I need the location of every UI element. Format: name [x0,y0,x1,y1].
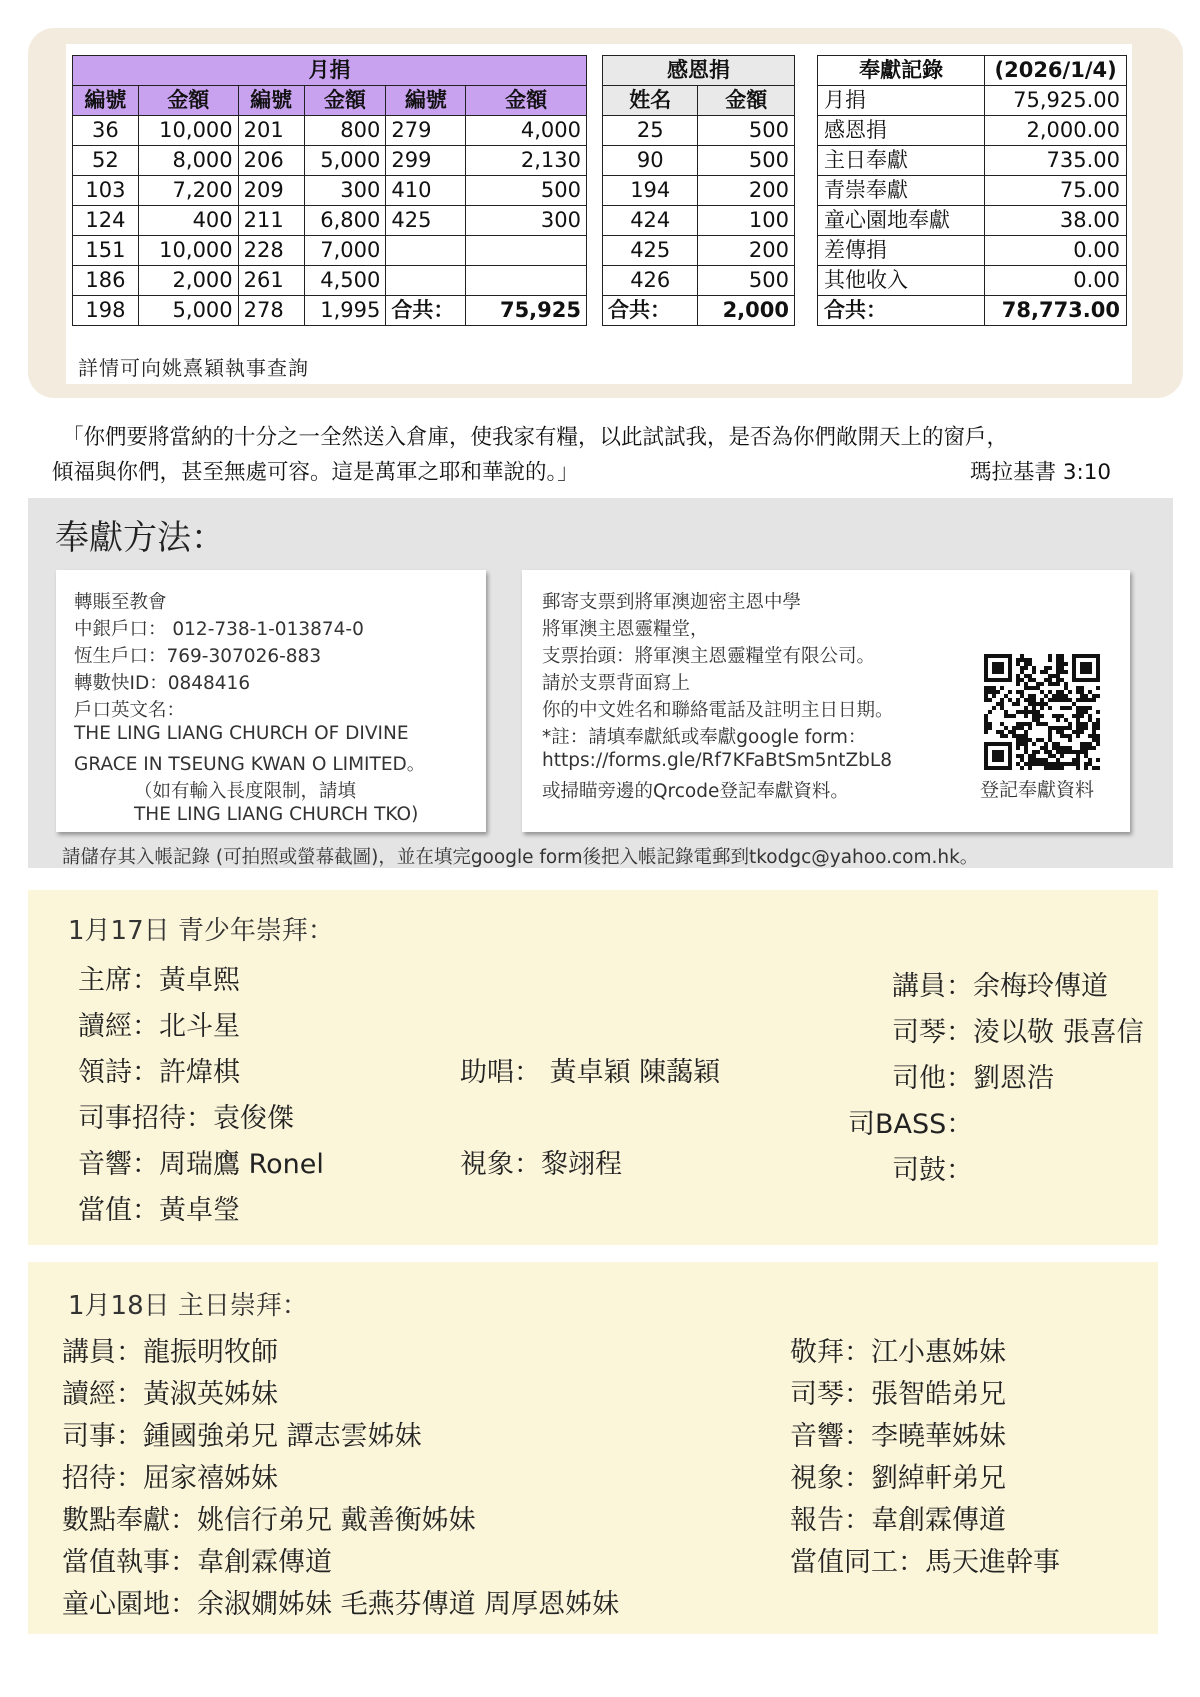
table-row [818,266,1127,296]
table-cell: 8,000 [138,146,238,176]
table-cell: 800 [304,116,386,146]
table-cell: 211 [238,206,304,236]
table-cell: 2,130 [466,146,587,176]
table-row-total [818,296,1127,326]
table-cell: 1,995 [304,296,386,326]
sunday-piano: 司琴：張智皓弟兄 [790,1379,1006,1410]
verse-reference: 瑪拉基書 3:10 [970,460,1112,485]
table-cell: 6,800 [304,206,386,236]
table-cell: 10,000 [138,236,238,266]
table-row [818,206,1127,236]
youth-bass: 司BASS： [848,1109,974,1140]
bank-account-boc: 中銀戶口： 012-738-1-013874-0 [74,619,364,640]
youth-drum: 司鼓： [892,1155,973,1186]
table-row-total [603,296,795,326]
youth-guitar: 司他：劉恩浩 [892,1063,1054,1094]
sunday-kids-corner: 童心園地：余淑嫺姊妹 毛燕芬傳道 周厚恩姊妹 [62,1589,620,1620]
table-cell: 0.00 [985,266,1127,296]
table-cell: 童心園地奉獻 [818,206,985,236]
total-label: 合共： [386,296,466,326]
sunday-worship: 敬拜：江小惠姊妹 [790,1337,1006,1368]
table-cell: 感恩捐 [818,116,985,146]
column-header: 姓名 [603,86,698,116]
table-cell: 月捐 [818,86,985,116]
youth-sound: 音響：周瑞鷹 Ronel [78,1149,324,1180]
table-row [603,206,795,236]
table-cell: 25 [603,116,698,146]
table-cell: 38.00 [985,206,1127,236]
giving-methods-title: 奉獻方法： [55,518,225,558]
table-cell: 425 [386,206,466,236]
table-cell: 424 [603,206,698,236]
cheque-line: 郵寄支票到將軍澳迦密主恩中學 [542,592,802,613]
giving-footnote: 請儲存其入帳記錄 (可拍照或螢幕截圖)，並在填完google form後把入帳記錄電郵到tkodgc@yahoo.com.hk。 [62,847,979,868]
table-cell: 200 [698,236,795,266]
table-cell: 103 [73,176,139,206]
thanksgiving-offering-table [602,55,795,326]
table-cell [386,236,466,266]
table-cell: 500 [698,116,795,146]
youth-piano: 司琴：淩以敬 張喜信 [892,1017,1144,1048]
sunday-sound: 音響：李曉華姊妹 [790,1421,1006,1452]
table-cell: 青崇奉獻 [818,176,985,206]
table-cell: 2,000.00 [985,116,1127,146]
table-cell: 500 [698,266,795,296]
table-cell: 其他收入 [818,266,985,296]
fps-id: 轉數快ID：0848416 [74,673,251,694]
table-cell: 735.00 [985,146,1127,176]
table-cell: 500 [466,176,587,206]
table-cell: 10,000 [138,116,238,146]
table-row [73,176,587,206]
table-cell: 228 [238,236,304,266]
sunday-steward: 司事：鍾國強弟兄 譚志雲姊妹 [62,1421,422,1452]
youth-speaker: 講員：余梅玲傳道 [892,971,1108,1002]
sunday-offering-count: 數點奉獻：姚信行弟兄 戴善衡姊妹 [62,1505,476,1536]
column-header: 編號 [238,86,304,116]
youth-chair: 主席：黃卓熙 [78,965,240,996]
sunday-duty-deacon: 當值執事：韋創霖傳道 [62,1547,332,1578]
table-row [603,146,795,176]
total-value: 2,000 [698,296,795,326]
table-cell: 200 [698,176,795,206]
total-value: 75,925 [466,296,587,326]
table-row-total [73,296,587,326]
monthly-table-title: 月捐 [73,56,587,86]
sunday-speaker: 講員：龍振明牧師 [62,1337,278,1368]
sunday-service-heading: 1月18日 主日崇拜： [68,1291,308,1321]
table-row [73,206,587,236]
table-cell: 7,200 [138,176,238,206]
column-header: 編號 [386,86,466,116]
youth-visual: 視象：黎翊程 [460,1149,622,1180]
table-cell: 主日奉獻 [818,146,985,176]
table-cell: 400 [138,206,238,236]
column-header: 編號 [73,86,139,116]
bank-account-hangseng: 恆生戶口：769-307026-883 [74,646,322,667]
table-cell: 5,000 [138,296,238,326]
table-row [818,146,1127,176]
table-cell: 124 [73,206,139,236]
table-cell: 4,000 [466,116,587,146]
column-header: 金額 [138,86,238,116]
table-cell: 410 [386,176,466,206]
table-cell: 151 [73,236,139,266]
google-form-link[interactable]: https://forms.gle/Rf7KFaBtSm5ntZbL8 [542,750,892,771]
table-cell [466,266,587,296]
column-header: 金額 [304,86,386,116]
table-cell: 186 [73,266,139,296]
table-cell: 75.00 [985,176,1127,206]
table-cell: 2,000 [138,266,238,296]
total-label: 合共： [603,296,698,326]
youth-backing-vocals: 助唱： 黃卓穎 陳藹穎 [460,1057,721,1088]
sunday-reading: 讀經：黃淑英姊妹 [62,1379,278,1410]
youth-reading: 讀經：北斗星 [78,1011,240,1042]
youth-service-heading: 1月17日 青少年崇拜： [68,916,334,946]
column-header: 金額 [466,86,587,116]
bank-transfer-card [56,570,486,832]
table-cell: 206 [238,146,304,176]
table-cell: 差傳捐 [818,236,985,266]
table-cell: 299 [386,146,466,176]
table-cell: 194 [603,176,698,206]
bank-line: 戶口英文名： [74,700,186,721]
table-cell: 4,500 [304,266,386,296]
cheque-line: 支票抬頭：將軍澳主恩靈糧堂有限公司。 [542,646,876,667]
youth-duty: 當值：黃卓瑩 [78,1195,240,1226]
cheque-line: *註：請填奉獻紙或奉獻google form： [542,727,867,748]
table-row [603,236,795,266]
table-row [73,146,587,176]
table-cell: 201 [238,116,304,146]
sunday-announcement: 報告：韋創霖傳道 [790,1505,1006,1536]
table-row [73,236,587,266]
table-cell: 278 [238,296,304,326]
table-row [818,236,1127,266]
sunday-duty-staff: 當值同工：馬天進幹事 [790,1547,1060,1578]
sunday-usher: 招待：屈家禧姊妹 [62,1463,278,1494]
bank-line: 轉賬至教會 [74,592,167,613]
qr-caption: 登記奉獻資料 [980,779,1095,801]
table-cell: 209 [238,176,304,206]
table-cell: 75,925.00 [985,86,1127,116]
tables-note: 詳情可向姚熹穎執事查詢 [78,356,309,380]
bank-line: THE LING LIANG CHURCH OF DIVINE [74,723,409,744]
table-cell: 279 [386,116,466,146]
table-cell [466,236,587,266]
table-cell: 426 [603,266,698,296]
table-cell: 500 [698,146,795,176]
table-cell: 100 [698,206,795,236]
table-cell: 300 [304,176,386,206]
table-cell: 5,000 [304,146,386,176]
table-cell: 425 [603,236,698,266]
cheque-line: 將軍澳主恩靈糧堂， [542,619,709,640]
table-row [603,176,795,206]
table-cell: 90 [603,146,698,176]
total-value: 78,773.00 [985,296,1127,326]
table-row [603,266,795,296]
column-header: 金額 [698,86,795,116]
cheque-line: 請於支票背面寫上 [542,673,691,694]
table-row [603,116,795,146]
monthly-offering-table [72,55,587,326]
thanks-table-title: 感恩捐 [603,56,795,86]
youth-worship-leader: 領詩：許煒棋 [78,1057,240,1088]
table-row [73,266,587,296]
sunday-visual: 視象：劉綽軒弟兄 [790,1463,1006,1494]
table-row [818,116,1127,146]
table-cell [386,266,466,296]
youth-usher: 司事招待：袁俊傑 [78,1103,294,1134]
table-cell: 300 [466,206,587,236]
table-cell: 52 [73,146,139,176]
cheque-line: 你的中文姓名和聯絡電話及註明主日日期。 [542,700,894,721]
table-row [73,116,587,146]
bank-line: GRACE IN TSEUNG KWAN O LIMITED。 [74,754,426,775]
table-cell: 198 [73,296,139,326]
cheque-line: 或掃瞄旁邊的Qrcode登記奉獻資料。 [542,781,849,802]
offering-record-table [817,55,1127,326]
table-row [818,176,1127,206]
table-cell: 36 [73,116,139,146]
verse-line-2: 傾福與你們，甚至無處可容。這是萬軍之耶和華說的。」 [52,460,579,485]
qr-code[interactable] [984,654,1100,770]
record-table-title: 奉獻記錄 [818,56,985,86]
record-date: (2026/1/4) [985,56,1127,86]
table-cell: 261 [238,266,304,296]
table-row [818,86,1127,116]
bank-line: （如有輸入長度限制，請填 [134,781,357,802]
verse-line-1: 「你們要將當納的十分之一全然送入倉庫，使我家有糧，以此試試我，是否為你們敞開天上的窗戶， [62,425,1009,450]
table-cell: 7,000 [304,236,386,266]
bank-line: THE LING LIANG CHURCH TKO) [134,804,419,825]
total-label: 合共： [818,296,985,326]
table-cell: 0.00 [985,236,1127,266]
